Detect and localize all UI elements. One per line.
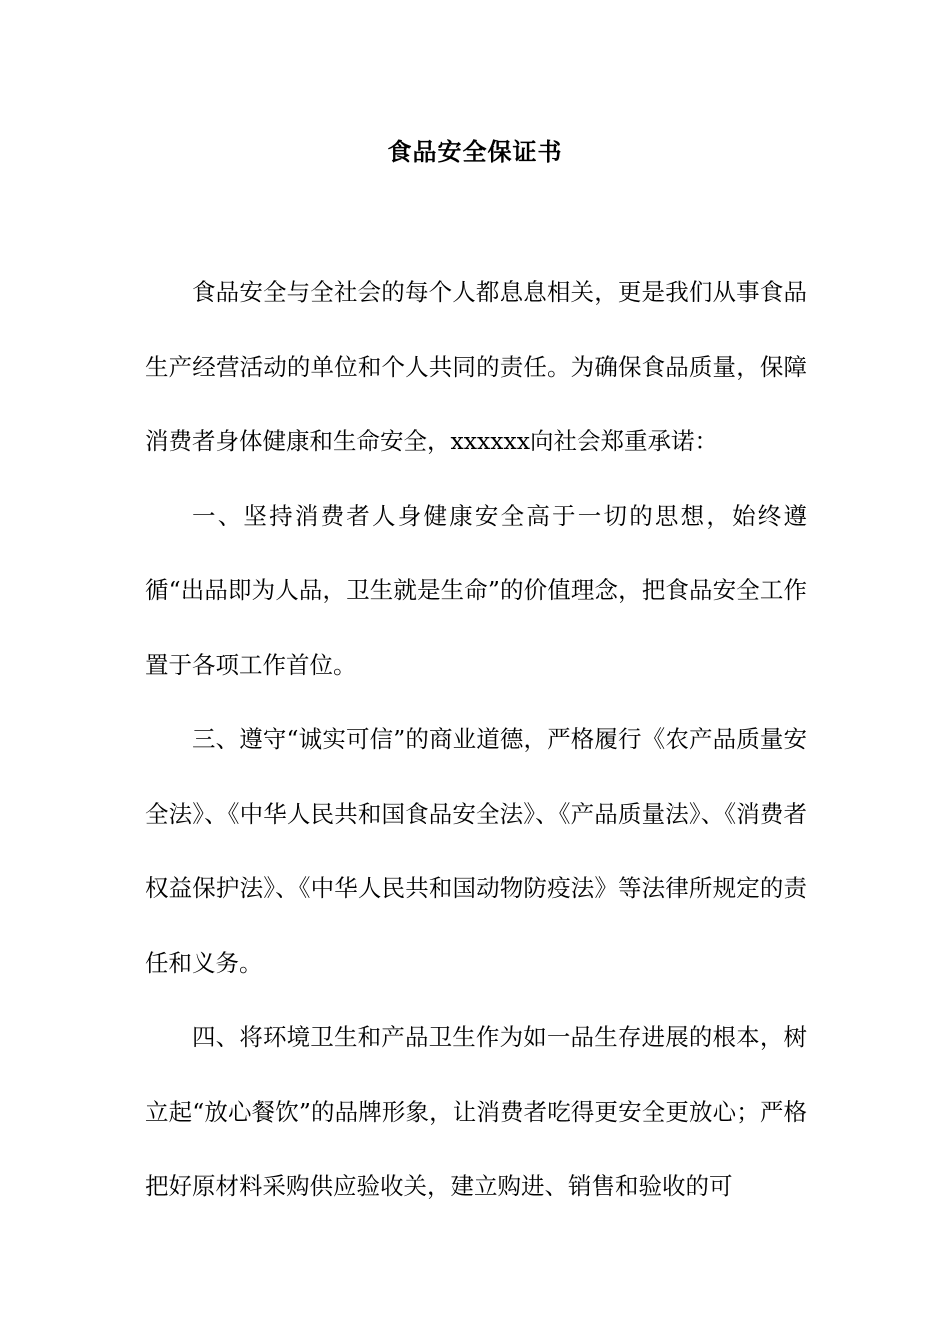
document-title: 食品安全保证书 bbox=[387, 138, 563, 166]
document-body bbox=[145, 255, 807, 1224]
paragraph-item-4: 四、将环境卫生和产品卫生作为如一品生存进展的根本，树立起“放心餐饮”的品牌形象，让消费者吃得更安全更放心；严格把好原材料采购供应验收关，建立购进、销售和验收的可 bbox=[145, 1023, 807, 1200]
paragraph-intro: 食品安全与全社会的每个人都息息相关，更是我们从事食品生产经营活动的单位和个人共同的责任。为确保食品质量，保障消费者身体健康和生命安全，xxxxxx向社会郑重承诺： bbox=[145, 278, 807, 455]
paragraph-item-3: 三、遵守“诚实可信”的商业道德，严格履行《农产品质量安全法》、《中华人民共和国食品安全法》、《产品质量法》、《消费者权益保护法》、《中华人民共和国动物防疫法》等法律所规定的责任和义务。 bbox=[145, 725, 807, 977]
paragraph-item-1: 一、坚持消费者人身健康安全高于一切的思想，始终遵循“出品即为人品，卫生就是生命”的价值理念，把食品安全工作置于各项工作首位。 bbox=[145, 501, 807, 679]
